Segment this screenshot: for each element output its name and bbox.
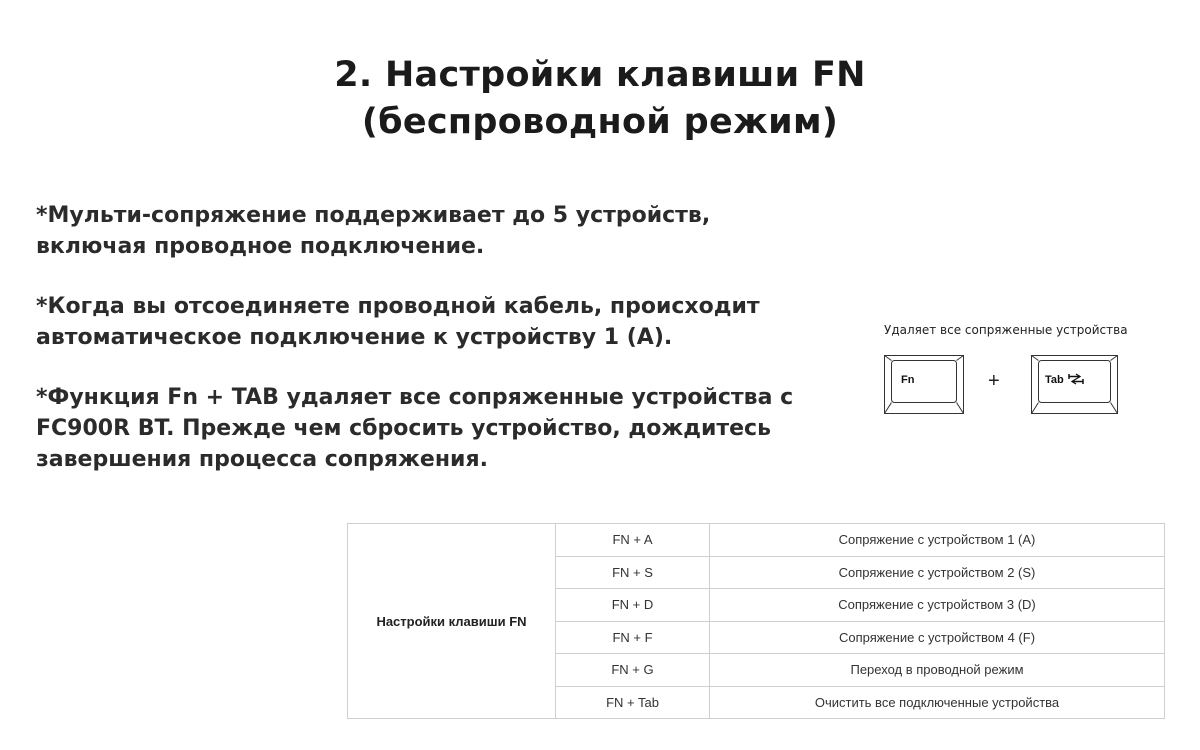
key-combo-cell: FN + S [556, 556, 710, 589]
fn-settings-table [347, 523, 1165, 719]
page-title-line-1: 2. Настройки клавиши FN [334, 55, 866, 95]
key-combo-illustration [880, 320, 1130, 420]
note-fn-tab-reset: *Функция Fn + TAB удаляет все сопряженные устройства с FC900R BT. Прежде чем сбросить устройство, дождитесь завершения процесса сопряжения. [36, 385, 794, 472]
key-combo-cell: FN + Tab [556, 686, 710, 719]
note-multi-pairing: *Мульти-сопряжение поддерживает до 5 устройств, включая проводное подключение. [36, 203, 711, 259]
action-cell: Сопряжение с устройством 2 (S) [710, 556, 1165, 589]
notes-section [36, 200, 826, 504]
action-cell: Сопряжение с устройством 1 (A) [710, 524, 1165, 557]
tab-key-label: Tab [1045, 374, 1064, 386]
key-combo-cell: FN + G [556, 654, 710, 687]
tab-arrows-icon [1068, 372, 1084, 386]
table-row-header: Настройки клавиши FN [348, 524, 556, 719]
action-cell: Сопряжение с устройством 4 (F) [710, 621, 1165, 654]
table-row [348, 524, 1165, 557]
key-combo-cell: FN + A [556, 524, 710, 557]
action-cell: Сопряжение с устройством 3 (D) [710, 589, 1165, 622]
fn-key-label: Fn [901, 374, 915, 386]
key-combo-cell: FN + D [556, 589, 710, 622]
action-cell: Переход в проводной режим [710, 654, 1165, 687]
key-combo-caption: Удаляет все сопряженные устройства [884, 323, 1128, 337]
page-title-line-2: (беспроводной режим) [361, 102, 839, 142]
fn-key-graphic [884, 355, 964, 415]
action-cell: Очистить все подключенные устройства [710, 686, 1165, 719]
plus-sign: + [988, 370, 1000, 392]
key-combo-cell: FN + F [556, 621, 710, 654]
note-cable-disconnect: *Когда вы отсоединяете проводной кабель, происходит автоматическое подключение к устройству 1 (A). [36, 294, 760, 350]
page-title [0, 52, 1200, 146]
fn-keycap-icon [884, 355, 964, 415]
tab-key-graphic [1031, 355, 1111, 415]
